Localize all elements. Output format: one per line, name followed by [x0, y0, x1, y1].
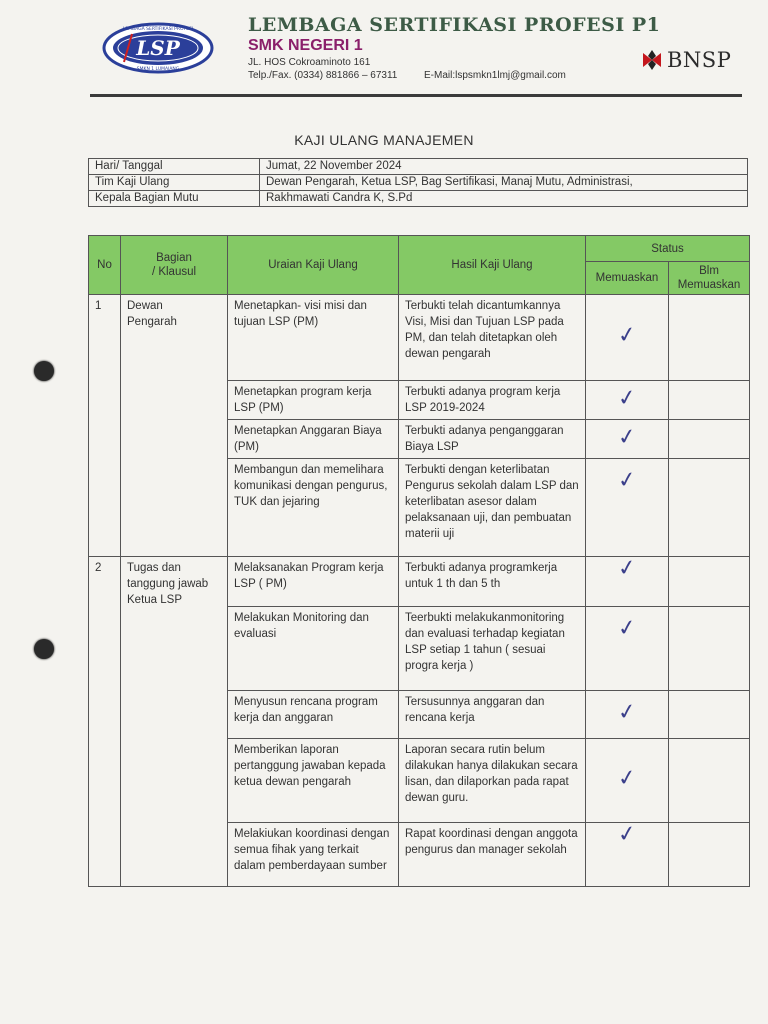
info-value: Jumat, 22 November 2024	[260, 159, 748, 175]
status-memuaskan	[586, 295, 669, 381]
info-row	[89, 159, 748, 175]
institution-email: E-Mail:lspsmkn1lmj@gmail.com	[424, 70, 566, 81]
table-row	[89, 557, 750, 607]
punch-hole	[34, 361, 54, 381]
document-title: KAJI ULANG MANAJEMEN	[294, 132, 474, 148]
status-blm-memuaskan	[669, 607, 750, 691]
row-bagian: Tugas dan tanggung jawab Ketua LSP	[121, 557, 228, 887]
lsp-logo	[102, 22, 214, 74]
row-uraian: Menetapkan- visi misi dan tujuan LSP (PM)	[228, 295, 399, 381]
row-no: 1	[89, 295, 121, 557]
school-name: SMK NEGERI 1	[248, 37, 363, 54]
row-uraian: Melakiukan koordinasi dengan semua fihak yang terkait dalam pemberdayaan sumber	[228, 823, 399, 887]
institution-address: JL. HOS Cokroaminoto 161	[248, 57, 371, 68]
row-uraian: Melaksanakan Program kerja LSP ( PM)	[228, 557, 399, 607]
info-value: Dewan Pengarah, Ketua LSP, Bag Sertifikasi, Manaj Mutu, Administrasi,	[260, 175, 748, 191]
col-header-blm-memuaskan: Blm Memuaskan	[669, 262, 750, 295]
row-uraian: Menetapkan program kerja LSP (PM)	[228, 381, 399, 420]
review-table	[88, 235, 750, 887]
col-header-no: No	[89, 236, 121, 295]
check-icon: ✓	[616, 554, 638, 583]
status-blm-memuaskan	[669, 381, 750, 420]
institution-phone: Telp./Fax. (0334) 881866 – 67311	[248, 70, 398, 81]
info-label: Hari/ Tanggal	[89, 159, 260, 175]
row-hasil: Terbukti adanya programkerja untuk 1 th dan 5 th	[399, 557, 586, 607]
col-header-hasil: Hasil Kaji Ulang	[399, 236, 586, 295]
status-blm-memuaskan	[669, 420, 750, 459]
check-icon: ✓	[616, 614, 638, 643]
status-memuaskan	[586, 691, 669, 739]
status-memuaskan	[586, 739, 669, 823]
status-blm-memuaskan	[669, 557, 750, 607]
info-row	[89, 175, 748, 191]
row-uraian: Menetapkan Anggaran Biaya (PM)	[228, 420, 399, 459]
status-memuaskan	[586, 420, 669, 459]
info-table	[88, 158, 748, 207]
bnsp-logo-icon	[640, 48, 664, 72]
status-blm-memuaskan	[669, 295, 750, 381]
lsp-logo-ring-bottom: SMKN 1 LUMAJANG	[136, 67, 180, 72]
info-label: Tim Kaji Ulang	[89, 175, 260, 191]
table-row	[89, 295, 750, 381]
info-label: Kepala Bagian Mutu	[89, 191, 260, 207]
check-icon: ✓	[616, 384, 638, 412]
punch-hole	[34, 639, 54, 659]
bnsp-label: BNSP	[667, 48, 732, 72]
check-icon: ✓	[616, 423, 638, 451]
row-hasil: Tersusunnya anggaran dan rencana kerja	[399, 691, 586, 739]
check-icon: ✓	[616, 820, 638, 849]
row-hasil: Terbukti adanya penganggaran Biaya LSP	[399, 420, 586, 459]
row-hasil: Teerbukti melakukanmonitoring dan evaluasi terhadap kegiatan LSP setiap 1 tahun ( sesuai progra kerja )	[399, 607, 586, 691]
status-blm-memuaskan	[669, 691, 750, 739]
col-header-status: Status	[586, 236, 750, 262]
col-header-bagian: Bagian / Klausul	[121, 236, 228, 295]
row-uraian: Membangun dan memelihara komunikasi dengan pengurus, TUK dan jejaring	[228, 459, 399, 557]
check-icon: ✓	[616, 698, 638, 727]
status-blm-memuaskan	[669, 739, 750, 823]
institution-title: LEMBAGA SERTIFIKASI PROFESI P1	[248, 14, 661, 36]
row-no: 2	[89, 557, 121, 887]
status-memuaskan	[586, 607, 669, 691]
row-bagian: Dewan Pengarah	[121, 295, 228, 557]
bnsp-logo	[640, 48, 731, 72]
info-row	[89, 191, 748, 207]
col-header-memuaskan: Memuaskan	[586, 262, 669, 295]
check-icon: ✓	[616, 466, 638, 495]
row-uraian: Menyusun rencana program kerja dan anggaran	[228, 691, 399, 739]
row-hasil: Terbukti dengan keterlibatan Pengurus sekolah dalam LSP dan keterlibatan asesor dalam pelaksanaan uji, dan pembuatan materii uji	[399, 459, 586, 557]
status-blm-memuaskan	[669, 823, 750, 887]
row-uraian: Melakukan Monitoring dan evaluasi	[228, 607, 399, 691]
status-memuaskan	[586, 381, 669, 420]
status-memuaskan	[586, 554, 669, 607]
row-uraian: Memberikan laporan pertanggung jawaban kepada ketua dewan pengarah	[228, 739, 399, 823]
check-icon: ✓	[616, 321, 638, 350]
lsp-logo-text: LSP	[136, 36, 180, 60]
lsp-logo-ring-top: LEMBAGA SERTIFIKASI PROFESI	[122, 27, 194, 32]
row-hasil: Laporan secara rutin belum dilakukan hanya dilakukan secara lisan, dan dilaporkan pada rapat dewan guru.	[399, 739, 586, 823]
info-value: Rakhmawati Candra K, S.Pd	[260, 191, 748, 207]
status-memuaskan	[586, 820, 669, 887]
col-header-uraian: Uraian Kaji Ulang	[228, 236, 399, 295]
check-icon: ✓	[616, 764, 638, 793]
row-hasil: Rapat koordinasi dengan anggota pengurus dan manager sekolah	[399, 823, 586, 887]
row-hasil: Terbukti adanya program kerja LSP 2019-2024	[399, 381, 586, 420]
header-divider	[90, 94, 742, 97]
row-hasil: Terbukti telah dicantumkannya Visi, Misi dan Tujuan LSP pada PM, dan telah ditetapkan oleh dewan pengarah	[399, 295, 586, 381]
status-memuaskan	[586, 459, 669, 557]
status-blm-memuaskan	[669, 459, 750, 557]
